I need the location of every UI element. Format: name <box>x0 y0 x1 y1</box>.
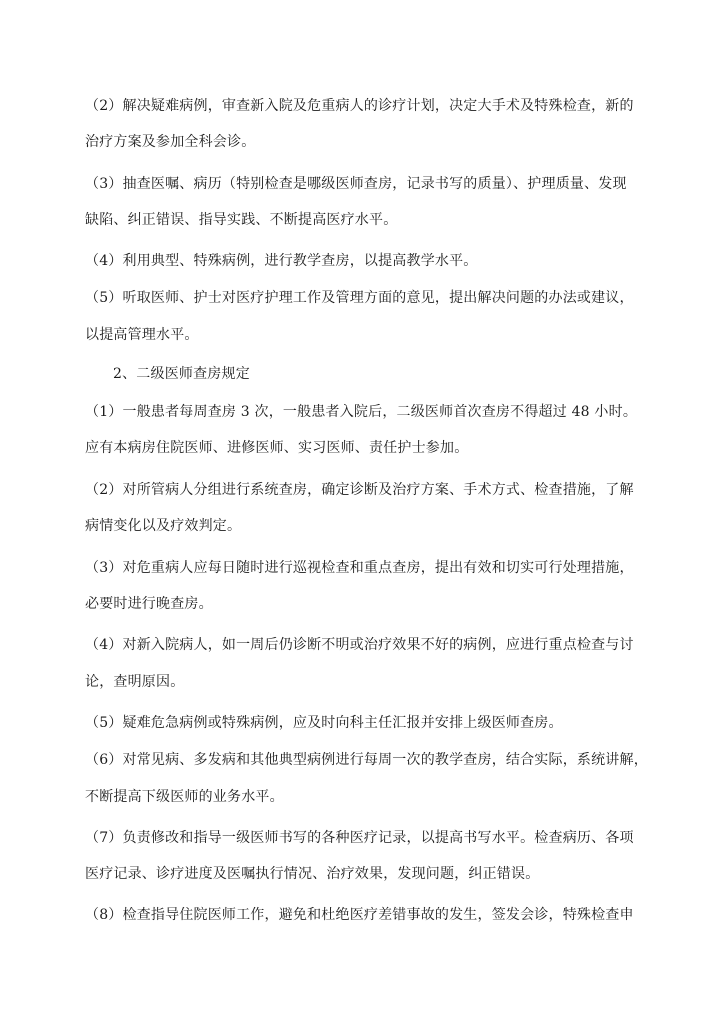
text-line: 以提高管理水平。 <box>85 327 199 343</box>
text-line: 治疗方案及参加全科会诊。 <box>85 134 256 150</box>
text-line: （8）检查指导住院医师工作，避免和杜绝医疗差错事故的发生，签发会诊，特殊检查申 <box>85 907 634 923</box>
text-line: （4）利用典型、特殊病例，进行教学查房，以提高教学水平。 <box>85 253 478 269</box>
text-line: （2）解决疑难病例，审查新入院及危重病人的诊疗计划，决定大手术及特殊检查，新的 <box>85 98 634 114</box>
text-line: 病情变化以及疗效判定。 <box>85 518 242 534</box>
text-line: （5）听取医师、护士对医疗护理工作及管理方面的意见，提出解决问题的办法或建议， <box>85 290 634 306</box>
text-line: （1）一般患者每周查房 3 次，一般患者入院后，二级医师首次查房不得超过 48 小时。 <box>85 404 638 420</box>
text-line: （5）疑难危急病例或特殊病例，应及时向科主任汇报并安排上级医师查房。 <box>85 715 563 731</box>
text-line: 不断提高下级医师的业务水平。 <box>85 789 284 805</box>
text-line: （4）对新入院病人，如一周后仍诊断不明或治疗效果不好的病例，应进行重点检查与讨 <box>85 637 634 653</box>
text-line: （6）对常见病、多发病和其他典型病例进行每周一次的教学查房，结合实际，系统讲解， <box>85 752 648 768</box>
text-line: （2）对所管病人分组进行系统查房，确定诊断及治疗方案、手术方式、检查措施，了解 <box>85 482 634 498</box>
text-line: （3）对危重病人应每日随时进行巡视检查和重点查房，提出有效和切实可行处理措施， <box>85 560 634 576</box>
section-heading: 2、二级医师查房规定 <box>113 366 250 382</box>
text-line: （7）负责修改和指导一级医师书写的各种医疗记录，以提高书写水平。检查病历、各项 <box>85 830 634 846</box>
text-line: 论，查明原因。 <box>85 674 185 690</box>
text-line: 必要时进行晚查房。 <box>85 596 213 612</box>
text-line: 医疗记录、诊疗进度及医嘱执行情况、治疗效果，发现问题，纠正错误。 <box>85 866 540 882</box>
text-line: 应有本病房住院医师、进修医师、实习医师、责任护士参加。 <box>85 440 469 456</box>
text-line: （3）抽查医嘱、病历（特别检查是哪级医师查房，记录书写的质量）、护理质量、发现 <box>85 176 627 192</box>
text-line: 缺陷、纠正错误、指导实践、不断提高医疗水平。 <box>85 212 398 228</box>
